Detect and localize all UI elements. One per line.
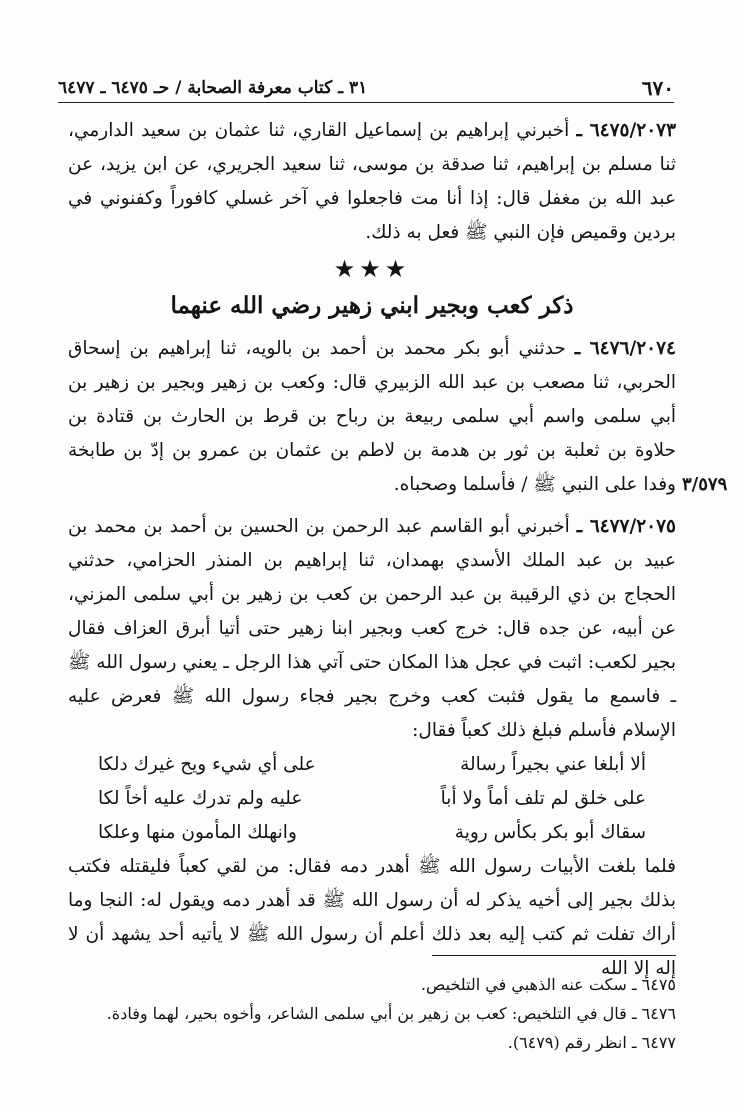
hadith-number: ٦٤٧٦/٢٠٧٤ ـ <box>574 338 676 359</box>
hadith-text: حدثني أبو بكر محمد بن أحمد بن بالويه، ثنا إبراهيم بن إسحاق الحربي، ثنا مصعب بن عبد الله الزبيري قال: وكعب بن زهير وبجير بن زهير بن أبي سلمى واسم أبي سلمى ربيعة بن رباح بن قرط بن الحارث بن قتادة بن حلاوة بن ثعلبة بن ثور بن هدمة بن لاطم بن عثمان بن عمرو بن إدّ بن طابخة وفدا على النبي ﷺ / فأسلما وصحباه. <box>68 338 676 495</box>
running-title: ٣١ ـ كتاب معرفة الصحابة / حـ ٦٤٧٥ ـ ٦٤٧٧ <box>58 78 368 98</box>
verse-second-hemistich: عليه ولم تدرك عليه أخاً لكا <box>98 788 303 809</box>
hadith-text: أخبرني أبو القاسم عبد الرحمن بن الحسين بن أحمد بن محمد بن عبيد بن عبد الملك الأسدي بهمدان، ثنا إبراهيم بن المنذر الحزامي، حدثني الحجاج بن ذي الرقيبة بن عبد الرحمن بن كعب بن زهير بن أبي سلمى المزني، عن أبيه، عن جده قال: خرج كعب وبجير ابنا زهير حتى أتيا أبرق العزاف فقال بجير لكعب: اثبت في عجل هذا المكان حتى آتي هذا الرجل ـ يعني رسول الله ﷺ ـ فاسمع ما يقول فثبت كعب وخرج بجير فجاء رسول الله ﷺ فعرض عليه الإسلام فأسلم فبلغ ذلك كعباً فقال: <box>68 516 676 741</box>
hadith-text: أخبرني إبراهيم بن إسماعيل القاري، ثنا عثمان بن سعيد الدارمي، ثنا مسلم بن إبراهيم، ثنا صدقة بن موسى، ثنا سعيد الجريري، عن ابن يزيد، عن عبد الله بن مغفل قال: إذا أنا مت فاجعلوا في آخر غسلي كافوراً وكفنوني في بردين وقميص فإن النبي ﷺ فعل به ذلك. <box>68 120 676 243</box>
main-text <box>68 114 676 986</box>
hadith-number: ٦٤٧٧/٢٠٧٥ ـ <box>576 516 676 537</box>
verse-line <box>98 748 646 782</box>
verse-line <box>98 816 646 850</box>
margin-volume-page-note: ٣/٥٧٩ <box>682 474 728 495</box>
poem-verses <box>98 748 646 850</box>
verse-line <box>98 782 646 816</box>
footnotes <box>68 970 676 1057</box>
paragraph-gap <box>68 502 676 510</box>
verse-first-hemistich: على خلق لم تلف أماً ولا أباً <box>440 788 646 809</box>
verse-first-hemistich: سقاك أبو بكر بكأس روية <box>454 822 646 843</box>
section-title: ذكر كعب وبجير ابني زهير رضي الله عنهما <box>170 292 574 319</box>
hadith-6476 <box>68 332 676 502</box>
footnote-6475: ٦٤٧٥ ـ سكت عنه الذهبي في التلخيص. <box>420 975 676 994</box>
footnote-6476: ٦٤٧٦ ـ قال في التلخيص: كعب بن زهير بن أبي سلمى الشاعر، وأخوه بحير، لهما وفادة. <box>106 1004 676 1023</box>
verse-second-hemistich: وانهلك المأمون منها وعلكا <box>98 822 297 843</box>
header-rule <box>58 102 674 103</box>
section-separator-stars: ★★★ <box>333 255 411 283</box>
closing-paragraph: فلما بلغت الأبيات رسول الله ﷺ أهدر دمه فقال: من لقي كعباً فليقتله فكتب بذلك بجير إلى أخيه يذكر له أن رسول الله ﷺ قد أهدر دمه ويقول له: النجا وما أراك تفلت ثم كتب إليه بعد ذلك أعلم أن رسول الله ﷺ لا يأتيه أحد يشهد أن لا إله إلا الله <box>68 856 676 979</box>
footnote-6477: ٦٤٧٧ ـ انظر رقم (٦٤٧٩). <box>507 1033 676 1052</box>
page-number: ٦٧٠ <box>641 76 674 100</box>
hadith-number: ٦٤٧٥/٢٠٧٣ ـ <box>576 120 676 141</box>
hadith-6477 <box>68 510 676 748</box>
verse-first-hemistich: ألا أبلغا عني بجيراً رسالة <box>460 754 646 775</box>
verse-second-hemistich: على أي شيء ويح غيرك دلكا <box>98 754 316 775</box>
page-header <box>58 72 674 102</box>
footnote-rule <box>432 955 676 956</box>
hadith-6475 <box>68 114 676 250</box>
